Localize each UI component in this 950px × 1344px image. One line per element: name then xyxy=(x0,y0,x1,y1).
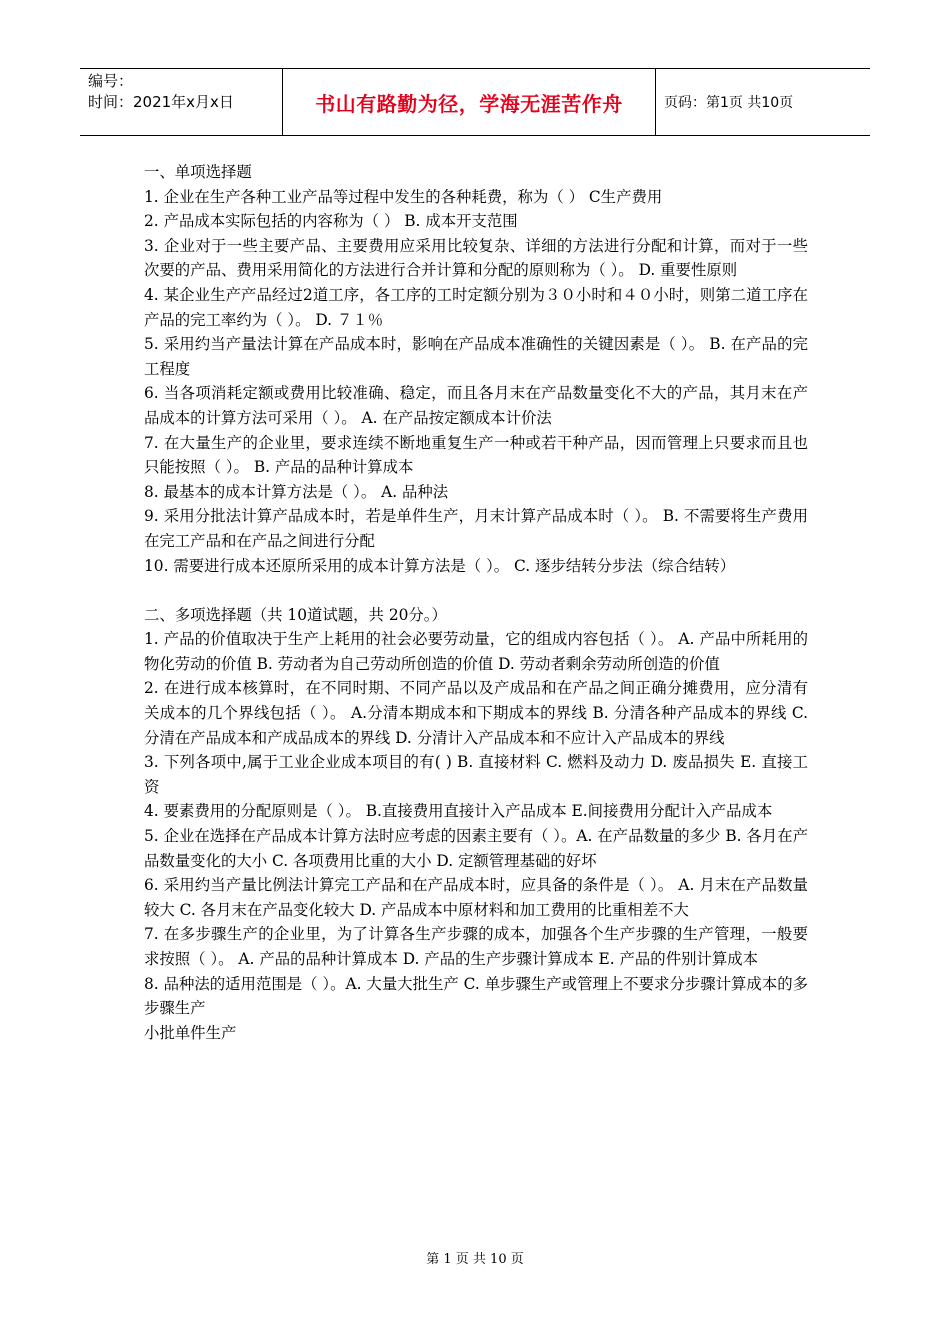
question-item: 10. 需要进行成本还原所采用的成本计算方法是（ ）。 C. 逐步结转分步法（综合结转） xyxy=(144,556,736,575)
question-item: 8. 最基本的成本计算方法是（ ）。 A. 品种法 xyxy=(144,482,449,501)
page-footer: 第 1 页 共 10 页 xyxy=(426,1252,524,1267)
document-header xyxy=(80,68,870,136)
question-item: 2. 产品成本实际包括的内容称为（ ） B. 成本开支范围 xyxy=(144,212,518,231)
question-item: 4. 某企业生产产品经过2道工序，各工序的工时定额分别为３０小时和４０小时，则第二道工序在产品的完工率约为（ ）。 D. ７１％ xyxy=(144,285,808,329)
question-item: 3. 企业对于一些主要产品、主要费用应采用比较复杂、详细的方法进行分配和计算，而对于一些次要的产品、费用采用简化的方法进行合并计算和分配的原则称为（ ）。 D. 重要性原则 xyxy=(144,236,808,280)
question-item-continuation: 小批单件生产 xyxy=(144,1023,237,1042)
question-item: 3. 下列各项中,属于工业企业成本项目的有( ) B. 直接材料 C. 燃料及动力 D. 废品损失 E. 直接工资 xyxy=(144,753,808,796)
section-title-multiple-choice: 二、多项选择题（共 10道试题，共 20分。） xyxy=(144,605,447,624)
header-meta xyxy=(80,69,283,135)
document-number-label: 编号： xyxy=(88,72,134,90)
document-time-label: 时间：2021年x月x日 xyxy=(88,93,234,111)
question-item: 7. 在大量生产的企业里，要求连续不断地重复生产一种或若干种产品，因而管理上只要求而且也只能按照（ ）。 B. 产品的品种计算成本 xyxy=(144,433,808,477)
header-motto: 书山有路勤为径，学海无涯苦作舟 xyxy=(283,69,656,135)
header-page-code: 页码：第1页 共10页 xyxy=(664,95,794,111)
question-item: 7. 在多步骤生产的企业里，为了计算各生产步骤的成本，加强各个生产步骤的生产管理，一般要求按照（ ）。 A. 产品的品种计算成本 D. 产品的生产步骤计算成本 E. 产品的件别计算成本 xyxy=(144,925,808,968)
question-item: 6. 当各项消耗定额或费用比较准确、稳定，而且各月末在产品数量变化不大的产品，其月末在产品成本的计算方法可采用（ ）。 A. 在产品按定额成本计价法 xyxy=(144,384,808,427)
question-item: 5. 采用约当产量法计算在产品成本时，影响在产品成本准确性的关键因素是（ ）。 B. 在产品的完工程度 xyxy=(144,335,808,378)
question-item: 5. 企业在选择在产品成本计算方法时应考虑的因素主要有（ ）。A. 在产品数量的多少 B. 各月在产品数量变化的大小 C. 各项费用比重的大小 D. 定额管理基础的好坏 xyxy=(144,827,808,870)
question-item: 4. 要素费用的分配原则是（ ）。 B.直接费用直接计入产品成本 E.间接费用分配计入产品成本 xyxy=(144,802,773,821)
question-item: 8. 品种法的适用范围是（ ）。A. 大量大批生产 C. 单步骤生产或管理上不要求分步骤计算成本的多步骤生产 xyxy=(144,974,808,1018)
question-item: 2. 在进行成本核算时，在不同时期、不同产品以及产成品和在产品之间正确分摊费用，应分清有关成本的几个界线包括（ ）。 A.分清本期成本和下期成本的界线 B. 分清各种产品成本的界线 C. 分清在产品成本和产成品成本的界线 D. 分清计入产品成本和不应计入产品成本的界线 xyxy=(144,679,808,747)
document-body xyxy=(144,160,808,1045)
question-item: 6. 采用约当产量比例法计算完工产品和在产品成本时，应具备的条件是（ ）。 A. 月末在产品数量较大 C. 各月末在产品变化较大 D. 产品成本中原材料和加工费用的比重相差不大 xyxy=(144,876,808,919)
question-item: 1. 产品的价值取决于生产上耗用的社会必要劳动量，它的组成内容包括（ ）。 A. 产品中所耗用的物化劳动的价值 B. 劳动者为自己劳动所创造的价值 D. 劳动者剩余劳动所创造的价值 xyxy=(144,630,808,673)
question-item: 9. 采用分批法计算产品成本时，若是单件生产，月末计算产品成本时（ ）。 B. 不需要将生产费用在完工产品和在产品之间进行分配 xyxy=(144,507,808,550)
section-title-single-choice: 一、单项选择题 xyxy=(144,163,252,181)
question-item: 1. 企业在生产各种工业产品等过程中发生的各种耗费，称为（ ） C生产费用 xyxy=(144,187,663,206)
